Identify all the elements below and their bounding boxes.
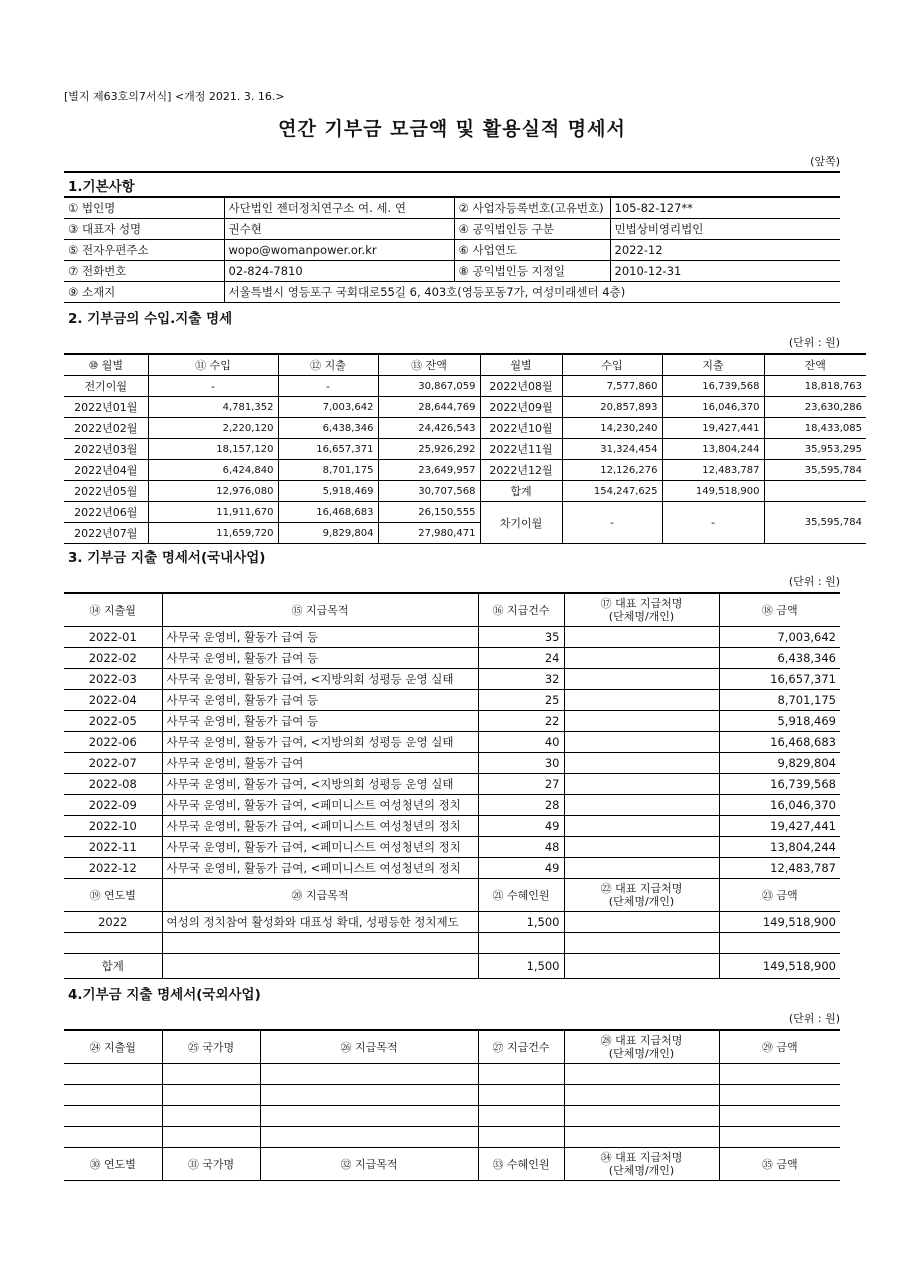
amount-cell: 16,657,371 bbox=[719, 669, 840, 690]
foreign-empty-row bbox=[64, 1127, 840, 1148]
month-cell: 2022년02월 bbox=[64, 418, 148, 439]
balance-cell: 23,649,957 bbox=[378, 460, 480, 481]
count-cell: 40 bbox=[478, 732, 564, 753]
empty-cell bbox=[162, 1064, 260, 1085]
field-label: ③ 대표자 성명 bbox=[64, 219, 224, 240]
count-cell: 49 bbox=[478, 858, 564, 879]
income-cell: 6,424,840 bbox=[148, 460, 278, 481]
empty-cell bbox=[162, 1085, 260, 1106]
month-cell: 2022-04 bbox=[64, 690, 162, 711]
column-header: ⑫ 지출 bbox=[278, 354, 378, 376]
domestic-header-row bbox=[64, 879, 840, 912]
expense-cell: 9,829,804 bbox=[278, 523, 378, 544]
domestic-row bbox=[64, 774, 840, 795]
column-header: ㉝ 수혜인원 bbox=[478, 1148, 564, 1181]
balance-cell: 25,926,292 bbox=[378, 439, 480, 460]
expense-cell: 149,518,900 bbox=[662, 481, 764, 502]
column-header bbox=[564, 593, 719, 627]
purpose-cell: 사무국 운영비, 활동가 급여, <지방의회 성평등 운영 실태 bbox=[162, 774, 478, 795]
foreign-unit: (단위 : 원) bbox=[788, 1012, 840, 1025]
column-header: ⑩ 월별 bbox=[64, 354, 148, 376]
empty-cell bbox=[162, 1127, 260, 1148]
empty-cell bbox=[564, 1085, 719, 1106]
column-header: ㉚ 연도별 bbox=[64, 1148, 162, 1181]
amount-cell: 12,483,787 bbox=[719, 858, 840, 879]
column-header: 잔액 bbox=[764, 354, 866, 376]
column-header: 수입 bbox=[562, 354, 662, 376]
domestic-header-row bbox=[64, 593, 840, 627]
column-header: ⑱ 금액 bbox=[719, 593, 840, 627]
income-row bbox=[64, 502, 866, 523]
column-header: ㉔ 지출월 bbox=[64, 1030, 162, 1064]
recipient-cell bbox=[564, 690, 719, 711]
expense-cell: 16,739,568 bbox=[662, 376, 764, 397]
amount-cell: 149,518,900 bbox=[719, 954, 840, 979]
income-row bbox=[64, 418, 866, 439]
foreign-header-row bbox=[64, 1030, 840, 1064]
foreign-empty-row bbox=[64, 1064, 840, 1085]
empty-cell bbox=[719, 1106, 840, 1127]
count-cell: 27 bbox=[478, 774, 564, 795]
income-cell: - bbox=[148, 376, 278, 397]
recipient-cell bbox=[564, 774, 719, 795]
balance-cell: 23,630,286 bbox=[764, 397, 866, 418]
column-header bbox=[564, 1030, 719, 1064]
empty-cell bbox=[260, 1085, 478, 1106]
month-cell: 2022년08월 bbox=[480, 376, 562, 397]
recipient-cell bbox=[564, 837, 719, 858]
balance-cell: 27,980,471 bbox=[378, 523, 480, 544]
foreign-empty-row bbox=[64, 1106, 840, 1127]
income-cell: - bbox=[562, 502, 662, 544]
purpose-cell: 사무국 운영비, 활동가 급여, <페미니스트 여성청년의 정치 bbox=[162, 837, 478, 858]
purpose-cell: 사무국 운영비, 활동가 급여, <페미니스트 여성청년의 정치 bbox=[162, 816, 478, 837]
empty-cell bbox=[260, 1106, 478, 1127]
empty-cell bbox=[162, 954, 478, 979]
field-label: ① 법인명 bbox=[64, 197, 224, 219]
income-row bbox=[64, 397, 866, 418]
month-cell: 2022년04월 bbox=[64, 460, 148, 481]
field-label: ④ 공익법인등 구분 bbox=[454, 219, 610, 240]
empty-cell bbox=[719, 933, 840, 954]
field-value: 사단법인 젠더정치연구소 여. 세. 연 bbox=[224, 197, 454, 219]
month-cell: 2022-09 bbox=[64, 795, 162, 816]
amount-cell: 5,918,469 bbox=[719, 711, 840, 732]
domestic-empty-row bbox=[64, 933, 840, 954]
empty-cell bbox=[564, 954, 719, 979]
expense-cell: 19,427,441 bbox=[662, 418, 764, 439]
recipient-cell bbox=[564, 711, 719, 732]
empty-cell bbox=[478, 1064, 564, 1085]
recipient-cell bbox=[564, 648, 719, 669]
empty-cell bbox=[260, 1064, 478, 1085]
month-cell: 2022년06월 bbox=[64, 502, 148, 523]
empty-cell bbox=[478, 1127, 564, 1148]
form-number: [별지 제63호의7서식] <개정 2021. 3. 16.> bbox=[64, 90, 285, 103]
income-cell: 7,577,860 bbox=[562, 376, 662, 397]
expense-cell: 16,468,683 bbox=[278, 502, 378, 523]
month-cell: 2022년12월 bbox=[480, 460, 562, 481]
count-cell: 1,500 bbox=[478, 912, 564, 933]
empty-cell bbox=[64, 1127, 162, 1148]
expense-cell: 16,046,370 bbox=[662, 397, 764, 418]
month-cell: 2022년07월 bbox=[64, 523, 148, 544]
address-value: 서울특별시 영등포구 국회대로55길 6, 403호(영등포동7가, 여성미래센터 4층) bbox=[224, 282, 840, 303]
balance-cell bbox=[764, 481, 866, 502]
header-line: ㉞ 대표 지급처명 bbox=[600, 1151, 683, 1164]
balance-cell: 30,707,568 bbox=[378, 481, 480, 502]
month-cell: 2022-11 bbox=[64, 837, 162, 858]
month-cell: 2022-02 bbox=[64, 648, 162, 669]
purpose-cell: 사무국 운영비, 활동가 급여 등 bbox=[162, 690, 478, 711]
income-cell: 154,247,625 bbox=[562, 481, 662, 502]
income-cell: 11,911,670 bbox=[148, 502, 278, 523]
column-header: ⑬ 잔액 bbox=[378, 354, 480, 376]
empty-cell bbox=[64, 1106, 162, 1127]
domestic-row bbox=[64, 648, 840, 669]
purpose-cell: 사무국 운영비, 활동가 급여, <지방의회 성평등 운영 실태 bbox=[162, 669, 478, 690]
income-row bbox=[64, 439, 866, 460]
section-foreign-title: 4.기부금 지출 명세서(국외사업) bbox=[68, 987, 261, 1003]
header-line: (단체명/개인) bbox=[608, 1164, 675, 1177]
income-cell: 12,976,080 bbox=[148, 481, 278, 502]
balance-cell: 30,867,059 bbox=[378, 376, 480, 397]
count-cell: 1,500 bbox=[478, 954, 564, 979]
purpose-cell: 여성의 정치참여 활성화와 대표성 확대, 성평등한 정치제도 bbox=[162, 912, 478, 933]
amount-cell: 149,518,900 bbox=[719, 912, 840, 933]
income-cell: 31,324,454 bbox=[562, 439, 662, 460]
month-cell: 2022-10 bbox=[64, 816, 162, 837]
purpose-cell: 사무국 운영비, 활동가 급여, <페미니스트 여성청년의 정치 bbox=[162, 858, 478, 879]
count-cell: 24 bbox=[478, 648, 564, 669]
empty-cell bbox=[564, 1127, 719, 1148]
recipient-cell bbox=[564, 912, 719, 933]
recipient-cell bbox=[564, 816, 719, 837]
expense-cell: 16,657,371 bbox=[278, 439, 378, 460]
header-line: (단체명/개인) bbox=[608, 895, 675, 908]
balance-cell: 18,818,763 bbox=[764, 376, 866, 397]
expense-cell: 12,483,787 bbox=[662, 460, 764, 481]
empty-cell bbox=[719, 1127, 840, 1148]
header-line: ㉘ 대표 지급처명 bbox=[600, 1034, 683, 1047]
column-header: ⑭ 지출월 bbox=[64, 593, 162, 627]
balance-cell: 35,595,784 bbox=[764, 502, 866, 544]
basic-info-row bbox=[64, 219, 840, 240]
empty-cell bbox=[719, 1064, 840, 1085]
foreign-header-row bbox=[64, 1148, 840, 1181]
basic-info-row bbox=[64, 282, 840, 303]
empty-cell bbox=[478, 933, 564, 954]
basic-info-row bbox=[64, 197, 840, 219]
income-row bbox=[64, 481, 866, 502]
amount-cell: 16,739,568 bbox=[719, 774, 840, 795]
foreign-table bbox=[64, 1029, 840, 1181]
domestic-row bbox=[64, 858, 840, 879]
income-cell: 4,781,352 bbox=[148, 397, 278, 418]
recipient-cell bbox=[564, 732, 719, 753]
field-value: 권수현 bbox=[224, 219, 454, 240]
balance-cell: 35,595,784 bbox=[764, 460, 866, 481]
column-header: ㉛ 국가명 bbox=[162, 1148, 260, 1181]
recipient-cell bbox=[564, 627, 719, 648]
count-cell: 25 bbox=[478, 690, 564, 711]
expense-cell: 5,918,469 bbox=[278, 481, 378, 502]
recipient-cell bbox=[564, 753, 719, 774]
empty-cell bbox=[564, 933, 719, 954]
count-cell: 30 bbox=[478, 753, 564, 774]
empty-cell bbox=[564, 1106, 719, 1127]
income-cell: 14,230,240 bbox=[562, 418, 662, 439]
balance-cell: 26,150,555 bbox=[378, 502, 480, 523]
field-value: 민법상비영리법인 bbox=[610, 219, 840, 240]
amount-cell: 16,468,683 bbox=[719, 732, 840, 753]
domestic-row bbox=[64, 690, 840, 711]
header-line: (단체명/개인) bbox=[608, 1047, 675, 1060]
header-line: ㉒ 대표 지급처명 bbox=[600, 882, 683, 895]
column-header bbox=[564, 1148, 719, 1181]
field-value: 2022-12 bbox=[610, 240, 840, 261]
expense-cell: 6,438,346 bbox=[278, 418, 378, 439]
year-cell: 2022 bbox=[64, 912, 162, 933]
section-domestic-title: 3. 기부금 지출 명세서(국내사업) bbox=[68, 550, 266, 566]
column-header: ⑪ 수입 bbox=[148, 354, 278, 376]
count-cell: 32 bbox=[478, 669, 564, 690]
month-cell: 2022년03월 bbox=[64, 439, 148, 460]
amount-cell: 8,701,175 bbox=[719, 690, 840, 711]
recipient-cell bbox=[564, 795, 719, 816]
field-value: wopo@womanpower.or.kr bbox=[224, 240, 454, 261]
count-cell: 48 bbox=[478, 837, 564, 858]
income-row bbox=[64, 460, 866, 481]
income-cell: 2,220,120 bbox=[148, 418, 278, 439]
page-side-label: (앞쪽) bbox=[810, 155, 840, 168]
empty-cell bbox=[260, 1127, 478, 1148]
balance-cell: 18,433,085 bbox=[764, 418, 866, 439]
month-cell: 2022년10월 bbox=[480, 418, 562, 439]
column-header: 지출 bbox=[662, 354, 764, 376]
empty-cell bbox=[478, 1106, 564, 1127]
empty-cell bbox=[719, 1085, 840, 1106]
income-cell: 18,157,120 bbox=[148, 439, 278, 460]
month-cell: 2022-08 bbox=[64, 774, 162, 795]
column-header bbox=[564, 879, 719, 912]
column-header: 월별 bbox=[480, 354, 562, 376]
recipient-cell bbox=[564, 669, 719, 690]
domestic-row bbox=[64, 711, 840, 732]
amount-cell: 19,427,441 bbox=[719, 816, 840, 837]
column-header: ㉕ 국가명 bbox=[162, 1030, 260, 1064]
month-cell: 합계 bbox=[480, 481, 562, 502]
column-header: ㉗ 지급건수 bbox=[478, 1030, 564, 1064]
income-expense-table bbox=[64, 353, 866, 544]
amount-cell: 7,003,642 bbox=[719, 627, 840, 648]
amount-cell: 13,804,244 bbox=[719, 837, 840, 858]
field-label: ⑤ 전자우편주소 bbox=[64, 240, 224, 261]
total-label: 합계 bbox=[64, 954, 162, 979]
domestic-row bbox=[64, 732, 840, 753]
column-header: ㉑ 수혜인원 bbox=[478, 879, 564, 912]
empty-cell bbox=[162, 933, 478, 954]
document-title: 연간 기부금 모금액 및 활용실적 명세서 bbox=[278, 118, 626, 140]
purpose-cell: 사무국 운영비, 활동가 급여 등 bbox=[162, 648, 478, 669]
header-line: ⑰ 대표 지급처명 bbox=[600, 597, 683, 610]
empty-cell bbox=[64, 933, 162, 954]
month-cell: 2022년01월 bbox=[64, 397, 148, 418]
column-header: ⑯ 지급건수 bbox=[478, 593, 564, 627]
income-cell: 12,126,276 bbox=[562, 460, 662, 481]
income-unit: (단위 : 원) bbox=[788, 336, 840, 349]
field-label: ⑥ 사업연도 bbox=[454, 240, 610, 261]
field-value: 105-82-127** bbox=[610, 197, 840, 219]
amount-cell: 9,829,804 bbox=[719, 753, 840, 774]
month-cell: 2022년05월 bbox=[64, 481, 148, 502]
purpose-cell: 사무국 운영비, 활동가 급여, <지방의회 성평등 운영 실태 bbox=[162, 732, 478, 753]
empty-cell bbox=[478, 1085, 564, 1106]
basic-info-row bbox=[64, 240, 840, 261]
month-cell: 2022-03 bbox=[64, 669, 162, 690]
column-header: ⑳ 지급목적 bbox=[162, 879, 478, 912]
count-cell: 28 bbox=[478, 795, 564, 816]
month-cell: 차기이월 bbox=[480, 502, 562, 544]
purpose-cell: 사무국 운영비, 활동가 급여, <페미니스트 여성청년의 정치 bbox=[162, 795, 478, 816]
expense-cell: 13,804,244 bbox=[662, 439, 764, 460]
income-cell: 20,857,893 bbox=[562, 397, 662, 418]
domestic-row bbox=[64, 753, 840, 774]
foreign-empty-row bbox=[64, 1085, 840, 1106]
balance-cell: 28,644,769 bbox=[378, 397, 480, 418]
field-value: 2010-12-31 bbox=[610, 261, 840, 282]
basic-info-row bbox=[64, 261, 840, 282]
section-income-title: 2. 기부금의 수입.지출 명세 bbox=[68, 311, 233, 327]
purpose-cell: 사무국 운영비, 활동가 급여 등 bbox=[162, 711, 478, 732]
month-cell: 2022-12 bbox=[64, 858, 162, 879]
month-cell: 2022-05 bbox=[64, 711, 162, 732]
header-line: (단체명/개인) bbox=[608, 610, 675, 623]
count-cell: 49 bbox=[478, 816, 564, 837]
empty-cell bbox=[64, 1064, 162, 1085]
domestic-row bbox=[64, 837, 840, 858]
month-cell: 2022-07 bbox=[64, 753, 162, 774]
empty-cell bbox=[564, 1064, 719, 1085]
expense-cell: 7,003,642 bbox=[278, 397, 378, 418]
income-row bbox=[64, 376, 866, 397]
column-header: ㉜ 지급목적 bbox=[260, 1148, 478, 1181]
domestic-row bbox=[64, 795, 840, 816]
domestic-total-row bbox=[64, 954, 840, 979]
balance-cell: 35,953,295 bbox=[764, 439, 866, 460]
expense-cell: 8,701,175 bbox=[278, 460, 378, 481]
count-cell: 35 bbox=[478, 627, 564, 648]
column-header: ⑮ 지급목적 bbox=[162, 593, 478, 627]
field-label: ⑧ 공익법인등 지정일 bbox=[454, 261, 610, 282]
column-header: ㉙ 금액 bbox=[719, 1030, 840, 1064]
amount-cell: 16,046,370 bbox=[719, 795, 840, 816]
field-label: ② 사업자등록번호(고유번호) bbox=[454, 197, 610, 219]
purpose-cell: 사무국 운영비, 활동가 급여 등 bbox=[162, 627, 478, 648]
field-label: ⑨ 소재지 bbox=[64, 282, 224, 303]
amount-cell: 6,438,346 bbox=[719, 648, 840, 669]
month-cell: 2022-06 bbox=[64, 732, 162, 753]
column-header: ㉟ 금액 bbox=[719, 1148, 840, 1181]
domestic-row bbox=[64, 669, 840, 690]
domestic-row bbox=[64, 627, 840, 648]
recipient-cell bbox=[564, 858, 719, 879]
empty-cell bbox=[162, 1106, 260, 1127]
income-cell: 11,659,720 bbox=[148, 523, 278, 544]
expense-cell: - bbox=[278, 376, 378, 397]
column-header: ㉖ 지급목적 bbox=[260, 1030, 478, 1064]
column-header: ⑲ 연도별 bbox=[64, 879, 162, 912]
count-cell: 22 bbox=[478, 711, 564, 732]
month-cell: 전기이월 bbox=[64, 376, 148, 397]
empty-cell bbox=[64, 1085, 162, 1106]
purpose-cell: 사무국 운영비, 활동가 급여 bbox=[162, 753, 478, 774]
domestic-row bbox=[64, 816, 840, 837]
field-label: ⑦ 전화번호 bbox=[64, 261, 224, 282]
month-cell: 2022년09월 bbox=[480, 397, 562, 418]
section-basic-title: 1.기본사항 bbox=[64, 171, 840, 196]
domestic-unit: (단위 : 원) bbox=[788, 575, 840, 588]
basic-info-table bbox=[64, 196, 840, 303]
month-cell: 2022년11월 bbox=[480, 439, 562, 460]
month-cell: 2022-01 bbox=[64, 627, 162, 648]
expense-cell: - bbox=[662, 502, 764, 544]
balance-cell: 24,426,543 bbox=[378, 418, 480, 439]
domestic-table bbox=[64, 592, 840, 979]
column-header: ㉓ 금액 bbox=[719, 879, 840, 912]
field-value: 02-824-7810 bbox=[224, 261, 454, 282]
domestic-year-row bbox=[64, 912, 840, 933]
income-header-row bbox=[64, 354, 866, 376]
